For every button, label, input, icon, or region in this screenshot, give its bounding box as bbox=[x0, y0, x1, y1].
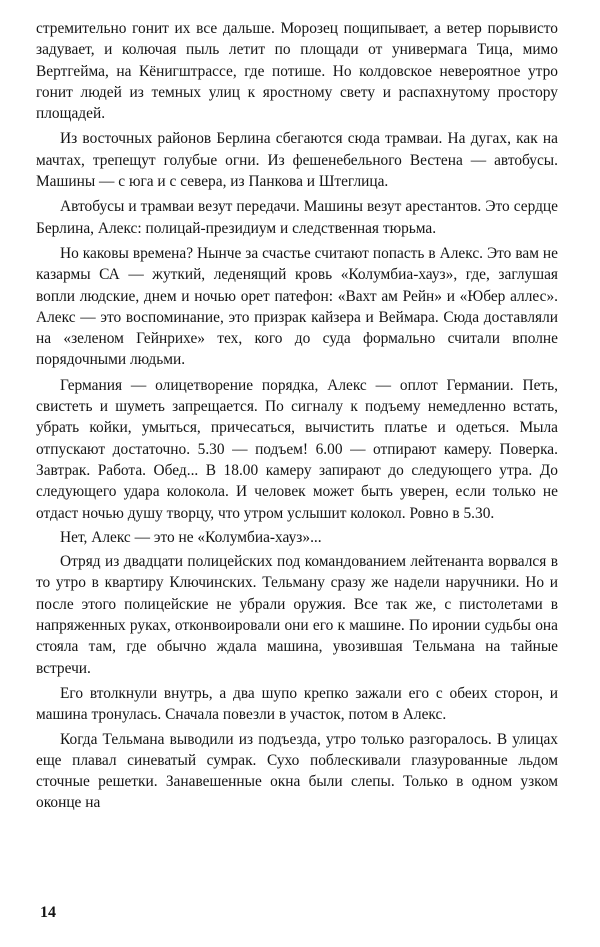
page-text bbox=[36, 18, 558, 817]
paragraph-4: Но каковы времена? Нынче за счастье считают попасть в Алекс. Это вам не казармы СА — жуткий, леденящий кровь «Колумбиа-хауз», где, заглушая вопли людские, днем и ночью орет патефон: «Вахт ам Рейн» и «Юбер аллес». Алекс — это воспоминание, это призрак кайзера и Веймара. Сюда доставляли на «зеленом Гейнрихе» тех, кого до суда формально считали вполне порядочными людьми. bbox=[36, 244, 558, 369]
paragraph-1: стремительно гонит их все дальше. Морозец пощипывает, а ветер порывисто задувает, и колючая пыль летит по площади от универмага Тица, мимо Вертгейма, на Кёнигштрассе, где потише. Но колдовское невероятное утро гонит людей из темных улиц к яростному свету и распахнутому простору площадей. bbox=[36, 20, 558, 123]
paragraph-8: Его втолкнули внутрь, а два шупо крепко зажали его с обеих сторон, и машина тронулась. Сначала повезли в участок, потом в Алекс. bbox=[36, 684, 558, 724]
paragraph-3: Автобусы и трамваи везут передачи. Машины везут арестантов. Это сердце Берлина, Алекс: полицай-президиум и следственная тюрьма. bbox=[36, 198, 558, 237]
page-number: 14 bbox=[40, 904, 56, 921]
paragraph-9: Когда Тельмана выводили из подъезда, утро только разгоралось. В улицах еще плавал синеватый сумрак. Сухо поблескивали глазурованные льдом сточные решетки. Занавешенные окна были слепы. Только в одном узком оконце на bbox=[36, 730, 558, 812]
paragraph-5: Германия — олицетворение порядка, Алекс — оплот Германии. Петь, свистеть и шуметь запрещается. По сигналу к подъему немедленно встать, убрать койки, умыться, причесаться, вычистить платье и одеться. Мыла отпускают достаточно. 5.30 — подъем! 6.00 — отпирают камеру. Поверка. Завтрак. Работа. Обед... В 18.00 камеру запирают до следующего утра. До следующего удара колокола. И человек может быть уверен, если только не отдаст ночью душу творцу, что утром услышит колокол. Ровно в 5.30. bbox=[36, 376, 558, 522]
paragraph-6: Нет, Алекс — это не «Колумбиа-хауз»... bbox=[60, 528, 322, 546]
paragraph-7: Отряд из двадцати полицейских под командованием лейтенанта ворвался в то утро в квартиру Ключинских. Тельману сразу же надели наручники. Но и после этого полицейские не убрали оружия. Все так же, с пистолетами в напряженных руках, отконвоировали они его к машине. По иронии судьбы она стояла там, где обычно ждала машина, увозившая Тельмана на тайные встречи. bbox=[36, 553, 558, 677]
paragraph-2: Из восточных районов Берлина сбегаются сюда трамваи. На дугах, как на мачтах, трепещут голубые огни. Из фешенебельного Вестена — автобусы. Машины — с юга и с севера, из Панкова и Штеглица. bbox=[36, 130, 558, 191]
